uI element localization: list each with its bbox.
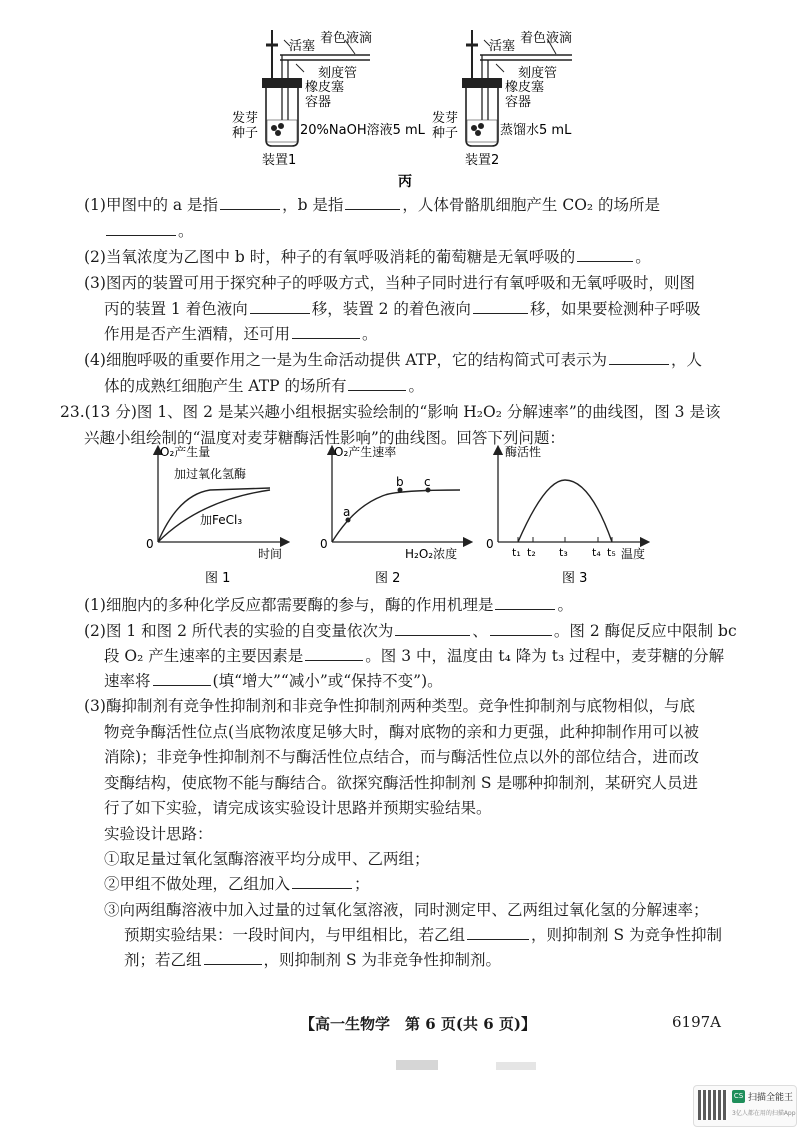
answer-blank[interactable] — [345, 208, 400, 210]
q22-part4-line1 — [84, 348, 702, 370]
fig3-tick-t1: t₁ — [512, 546, 521, 559]
cs-badge: CS — [732, 1090, 745, 1103]
fig3-tick-t3: t₃ — [559, 546, 568, 559]
fig2-point-b-label: b — [396, 475, 404, 489]
q23-part1 — [84, 593, 573, 615]
answer-blank[interactable] — [305, 659, 363, 661]
q22-p4-text-1a: (4)细胞呼吸的重要作用之一是为生命活动提供 ATP，它的结构简式可表示为 — [84, 351, 607, 369]
q23-step2 — [104, 872, 370, 894]
q22-part3-line2 — [104, 297, 700, 319]
fig3-tick-t5: t₅ — [607, 546, 616, 559]
fig1-caption: 图 1 — [205, 571, 231, 586]
q23-p2-text-1a: (2)图 1 和图 2 所代表的实验的自变量依次为 — [84, 622, 394, 640]
q23-p3-text-5: 行了如下实验，请完成该实验设计思路并预期实验结果。 — [104, 799, 492, 817]
device2-seed-label-1: 发芽 — [432, 111, 459, 126]
answer-blank[interactable] — [153, 684, 211, 686]
device1-caption: 装置1 — [262, 153, 297, 168]
q23-step3-text: ③向两组酶溶液中加入过量的过氧化氢溶液，同时测定甲、乙两组过氧化氢的分解速率； — [104, 901, 709, 919]
q22-p3-text-1: (3)图丙的装置可用于探究种子的呼吸方式，当种子同时进行有氧呼吸和无氧呼吸时，则图 — [84, 274, 695, 292]
q23-p1-end: 。 — [557, 596, 573, 614]
activity-curve — [518, 480, 612, 542]
page-footer-title: 【高一生物学 第 6 页(共 6 页)】 — [300, 1015, 536, 1033]
q22-part2 — [84, 245, 651, 267]
q23-p2-text-2b: 。图 3 中，温度由 t₄ 降为 t₃ 过程中，麦芽糖的分解 — [365, 647, 725, 665]
answer-blank[interactable] — [577, 260, 633, 262]
q22-part1-line1 — [84, 193, 660, 215]
q22-p1-text-c: ，人体骨骼肌细胞产生 CO₂ 的场所是 — [402, 196, 661, 214]
rate-curve — [332, 490, 460, 542]
fig2-caption: 图 2 — [375, 571, 401, 586]
answer-blank[interactable] — [292, 337, 360, 339]
qr-code-icon — [698, 1090, 728, 1120]
q22-p1-text-b: ，b 是指 — [282, 196, 344, 214]
q23-step1-text: ①取足量过氧化氢酶溶液平均分成甲、乙两组； — [104, 850, 430, 868]
answer-blank[interactable] — [292, 887, 352, 889]
answer-blank[interactable] — [609, 363, 669, 365]
q23-part3-line1 — [84, 694, 695, 716]
fig2-origin: 0 — [320, 537, 328, 551]
device2-seed-label-2: 种子 — [432, 126, 459, 141]
q23-p3-text-2: 物竞争酶活性位点(当底物浓度足够大时，酶对底物的亲和力更强，此种抑制作用可以被 — [104, 723, 700, 741]
q23-part3-line4 — [104, 771, 698, 793]
fig1-xlabel: 时间 — [258, 547, 283, 561]
fig1-origin: 0 — [146, 537, 154, 551]
answer-blank[interactable] — [106, 234, 176, 236]
q22-part1-line2 — [104, 219, 194, 241]
smudge-mark — [396, 1058, 556, 1074]
q23-intro-line1 — [60, 400, 720, 422]
q23-p3-text-1: (3)酶抑制剂有竞争性抑制剂和非竞争性抑制剂两种类型。竞争性抑制剂与底物相似，与底 — [84, 697, 695, 715]
q22-p2-end: 。 — [635, 248, 651, 266]
q22-p3-text-2b: 移，装置 2 的着色液向 — [311, 300, 471, 318]
q23-result-text-1a: 预期实验结果：一段时间内，与甲组相比，若乙组 — [124, 926, 466, 944]
fig3-ylabel: 酶活性 — [505, 445, 542, 459]
fig1-curve2-label: 加FeCl₃ — [200, 513, 243, 527]
q23-p2-text-3a: 速率将 — [104, 672, 151, 690]
q22-p4-text-1b: ，人 — [671, 351, 703, 369]
device2-stopper-label: 橡皮塞 — [505, 80, 545, 95]
q23-result-text-1b: ，则抑制剂 S 为竞争性抑制 — [531, 926, 722, 944]
answer-blank[interactable] — [395, 634, 470, 636]
answer-blank[interactable] — [250, 312, 310, 314]
q23-part2-line3 — [104, 669, 443, 691]
q23-part3-line3 — [104, 745, 699, 767]
fig3-tick-t4: t₄ — [592, 546, 601, 559]
answer-blank[interactable] — [220, 208, 280, 210]
fig2-xlabel: H₂O₂浓度 — [405, 547, 458, 561]
q23-part3-line5 — [104, 796, 492, 818]
scanner-app-name: 扫描全能王 — [748, 1093, 794, 1103]
fig3-tick-t2: t₂ — [527, 546, 536, 559]
device2-solution-label: 蒸馏水5 mL — [500, 123, 572, 138]
q23-p2-text-2a: 段 O₂ 产生速率的主要因素是 — [104, 647, 304, 665]
q22-p4-text-2a: 体的成熟红细胞产生 ATP 的场所有 — [104, 377, 347, 395]
q22-part4-line2 — [104, 374, 424, 396]
q23-result-text-2b: ，则抑制剂 S 为非竞争性抑制剂。 — [263, 951, 501, 969]
device1-solution-label: 20%NaOH溶液5 mL — [300, 123, 425, 138]
figure-3 — [498, 450, 645, 542]
q23-p2-text-3b: (填“增大”“减小”或“保持不变”)。 — [212, 672, 443, 690]
q23-result-text-2a: 剂；若乙组 — [124, 951, 202, 969]
figure-1 — [158, 450, 285, 542]
page-code: 6197A — [672, 1013, 722, 1031]
q23-part2-line1 — [84, 619, 737, 641]
q22-p3-text-3b: 。 — [362, 325, 378, 343]
q23-design-title — [104, 822, 213, 844]
answer-blank[interactable] — [490, 634, 552, 636]
q23-design-title-text: 实验设计思路： — [104, 825, 213, 843]
q23-result-line2 — [124, 948, 501, 970]
device2-drop-label: 着色液滴 — [520, 31, 573, 46]
answer-blank[interactable] — [495, 608, 555, 610]
figure-2 — [332, 450, 468, 542]
q23-result-line1 — [124, 923, 722, 945]
device1-seed-label-1: 发芽 — [232, 111, 259, 126]
q23-p2-text-1c: 。图 2 酶促反应中限制 bc — [553, 622, 737, 640]
device2-tube-label: 刻度管 — [518, 66, 558, 81]
q22-part3-line3 — [104, 322, 378, 344]
answer-blank[interactable] — [473, 312, 528, 314]
q23-intro-text-2: 兴趣小组绘制的“温度对麦芽糖酶活性影响”的曲线图。回答下列问题： — [84, 429, 565, 447]
q23-p1-text: (1)细胞内的多种化学反应都需要酶的参与，酶的作用机理是 — [84, 596, 494, 614]
apparatus-diagram — [0, 0, 800, 190]
figure-label-bing: 丙 — [398, 174, 412, 190]
q22-p4-text-2b: 。 — [408, 377, 424, 395]
device2-stopcock-label: 活塞 — [489, 39, 516, 54]
fig1-curve1-label: 加过氧化氢酶 — [174, 467, 247, 481]
device1-seed-label-2: 种子 — [232, 126, 259, 141]
fig2-point-a-label: a — [343, 505, 351, 519]
device2-container-label: 容器 — [505, 95, 532, 110]
fig1-ylabel: O₂产生量 — [160, 445, 211, 459]
device2-caption: 装置2 — [465, 153, 500, 168]
q23-part2-line2 — [104, 644, 724, 666]
figures-1-3 — [0, 440, 800, 590]
q23-intro-text-1: 23.(13 分)图 1、图 2 是某兴趣小组根据实验绘制的“影响 H₂O₂ 分解速率”的曲线图，图 3 是该 — [60, 403, 721, 421]
answer-blank[interactable] — [467, 938, 529, 940]
q23-step3 — [104, 898, 709, 920]
q23-part3-line2 — [104, 720, 699, 742]
q22-p3-text-2a: 丙的装置 1 着色液向 — [104, 300, 248, 318]
fig3-caption: 图 3 — [562, 571, 588, 586]
answer-blank[interactable] — [348, 389, 406, 391]
q23-step2-text: ②甲组不做处理，乙组加入 — [104, 875, 291, 893]
q22-p3-text-3a: 作用是否产生酒精，还可用 — [104, 325, 291, 343]
q23-step1 — [104, 847, 430, 869]
fig3-xlabel: 温度 — [621, 547, 646, 561]
device1-tube-label: 刻度管 — [318, 66, 358, 81]
q22-p3-text-2c: 移，如果要检测种子呼吸 — [529, 300, 701, 318]
q22-p1-text-a: (1)甲图中的 a 是指 — [84, 196, 219, 214]
q22-part3-line1 — [84, 271, 695, 293]
device1-stopcock-label: 活塞 — [289, 39, 316, 54]
fig2-ylabel: O₂产生速率 — [334, 445, 397, 459]
q23-p3-text-4: 变酶结构，使底物不能与酶结合。欲探究酶活性抑制剂 S 是哪种抑制剂，某研究人员进 — [104, 774, 698, 792]
device1-drop-label: 着色液滴 — [320, 31, 373, 46]
device1-container-label: 容器 — [305, 95, 332, 110]
fig2-point-c-label: c — [424, 475, 431, 489]
scanner-app-slogan: 3亿人都在用的扫描App — [732, 1110, 796, 1117]
scanner-watermark — [693, 1085, 797, 1127]
q22-p1-end: 。 — [178, 222, 194, 240]
fig3-origin: 0 — [486, 537, 494, 551]
q23-step2-end: ； — [354, 875, 370, 893]
q23-p2-text-1b: 、 — [472, 622, 488, 640]
answer-blank[interactable] — [204, 963, 262, 965]
device1-stopper-label: 橡皮塞 — [305, 80, 345, 95]
q23-p3-text-3: 消除)；非竞争性抑制剂不与酶活性位点结合，而与酶活性位点以外的部位结合，进而改 — [104, 748, 700, 766]
q22-p2-text: (2)当氧浓度为乙图中 b 时，种子的有氧呼吸消耗的葡萄糖是无氧呼吸的 — [84, 248, 576, 266]
